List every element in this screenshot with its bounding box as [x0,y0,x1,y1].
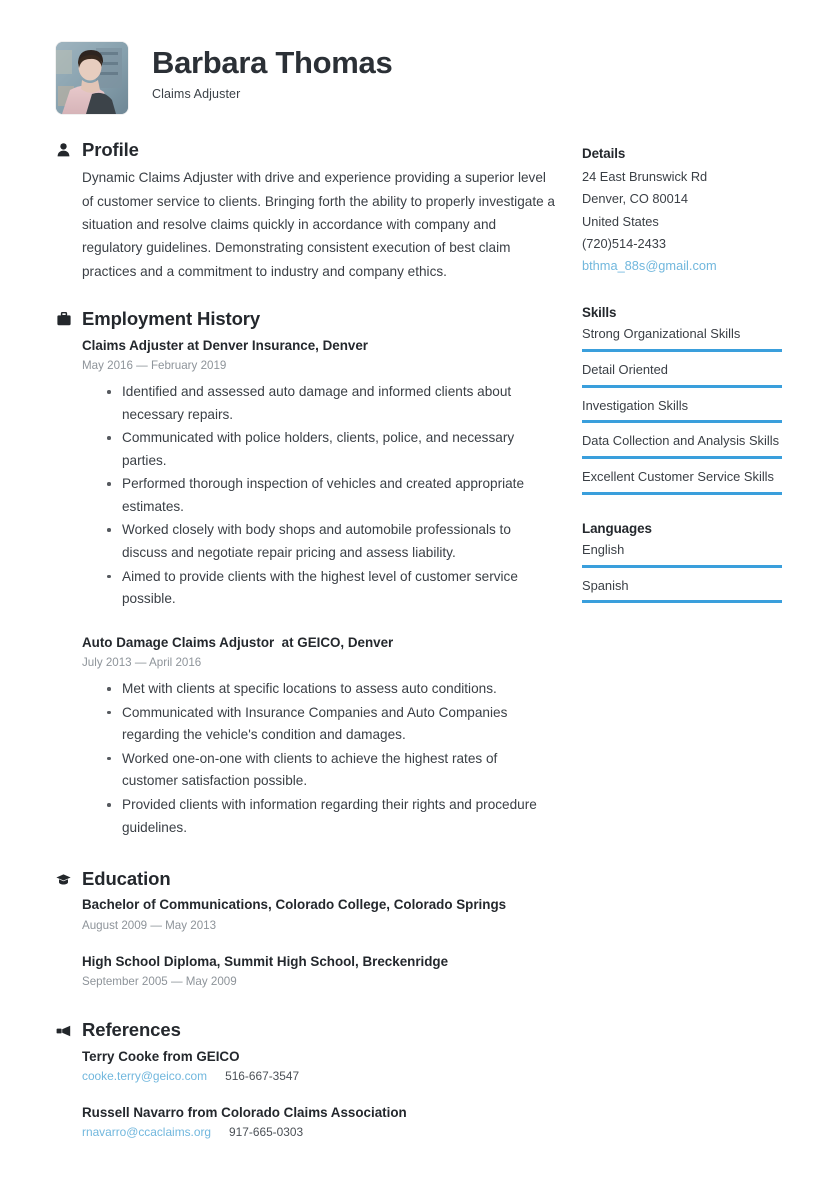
section-title: References [82,1019,181,1041]
section-profile-body [56,166,556,283]
section-title: Profile [82,139,139,160]
reference-email-link[interactable]: cooke.terry@geico.com [82,1068,208,1083]
job-title: Claims Adjuster [152,87,241,102]
sidebar-column [582,146,782,629]
employment-entry [82,336,556,611]
education-entry [82,952,556,991]
main-column [56,140,556,1161]
skill-label: Strong Organizational Skills [582,326,741,342]
education-date: August 2009 — May 2013 [82,918,217,932]
section-profile [56,140,556,283]
education-entry [82,895,556,934]
bullet-item: Met with clients at specific locations to assess auto conditions. [106,678,556,701]
section-title: Education [82,868,171,890]
skill-item [582,468,782,495]
reference-entry [82,1047,556,1083]
skill-item [582,432,782,459]
full-name: Barbara Thomas [152,45,393,80]
section-references-header [56,1020,556,1040]
employment-bullets [82,381,556,611]
language-label: Spanish [582,577,629,593]
reference-contact [82,1125,556,1139]
skill-label: Excellent Customer Service Skills [582,469,774,485]
skill-item [582,361,782,388]
language-label: English [582,541,625,557]
sidebar-languages [582,521,782,603]
detail-address-line1: 24 East Brunswick Rd [582,169,708,184]
detail-address-line2: Denver, CO 80014 [582,191,688,207]
skill-item [582,325,782,352]
reference-name: Russell Navarro from Colorado Claims Association [82,1104,407,1120]
reference-email-link[interactable]: rnavarro@ccaclaims.org [82,1125,212,1140]
graduation-cap-icon [56,871,71,888]
section-references-body [56,1047,556,1139]
reference-entry [82,1103,556,1139]
person-icon [56,142,71,159]
detail-phone: (720)514-2433 [582,235,666,251]
education-title: Bachelor of Communications, Colorado College, Colorado Springs [82,897,507,913]
employment-date: May 2016 — February 2019 [82,358,227,372]
education-title: High School Diploma, Summit High School, Breckenridge [82,953,449,969]
megaphone-icon [56,1022,71,1039]
reference-contact [82,1069,556,1083]
portrait-photo-icon [56,42,128,114]
briefcase-icon [56,311,71,328]
bullet-item: Communicated with police holders, clients, police, and necessary parties. [106,427,556,472]
bullet-item: Worked one-on-one with clients to achieve the highest rates of customer satisfaction possible. [106,748,556,793]
sidebar-skills-title: Skills [582,305,617,321]
sidebar-details [582,146,782,277]
avatar [56,42,128,114]
section-profile-header [56,140,556,160]
resume-header [56,42,784,122]
section-employment-header [56,309,556,329]
employment-title: Auto Damage Claims Adjustor at GEICO, Denver [82,634,394,650]
bullet-item: Aimed to provide clients with the highest level of customer service possible. [106,566,556,611]
detail-email-link[interactable]: bthma_88s@gmail.com [582,258,717,274]
employment-title: Claims Adjuster at Denver Insurance, Denver [82,337,369,353]
employment-entry [82,633,556,839]
section-references [56,1020,556,1139]
reference-phone: 917-665-0303 [229,1125,304,1140]
skill-item [582,397,782,424]
education-date: September 2005 — May 2009 [82,975,237,989]
skill-label: Investigation Skills [582,397,689,413]
skill-label: Data Collection and Analysis Skills [582,433,780,449]
bullet-item: Identified and assessed auto damage and informed clients about necessary repairs. [106,381,556,426]
language-item [582,541,782,568]
section-education [56,869,556,990]
sidebar-languages-title: Languages [582,520,652,536]
section-title: Employment History [82,308,261,330]
language-item [582,577,782,604]
reference-name: Terry Cooke from GEICO [82,1048,240,1064]
sidebar-details-title: Details [582,146,626,161]
bullet-item: Worked closely with body shops and automobile professionals to discuss and negotiate repair pricing and assess liability. [106,519,556,564]
bullet-item: Provided clients with information regarding their rights and procedure guidelines. [106,794,556,839]
section-education-header [56,869,556,889]
name-block [152,42,392,101]
skill-label: Detail Oriented [582,362,668,378]
employment-date: July 2013 — April 2016 [82,655,202,669]
section-education-body [56,895,556,990]
sidebar-skills [582,305,782,495]
profile-text: Dynamic Claims Adjuster with drive and experience providing a superior level of customer service to clients. Bringing forth the ability to properly investigate a situation and resolve claims quickly in accordance with company and regulatory guidelines. Demonstrating consistent execution of best claim practices and a commitment to industry and company ethics. [82,170,555,279]
reference-phone: 516-667-3547 [225,1068,300,1083]
section-employment [56,309,556,839]
employment-bullets [82,678,556,839]
bullet-item: Communicated with Insurance Companies and Auto Companies regarding the vehicle's condition and damages. [106,702,556,747]
detail-country: United States [582,213,659,229]
section-employment-body [56,336,556,840]
bullet-item: Performed thorough inspection of vehicles and created appropriate estimates. [106,473,556,518]
